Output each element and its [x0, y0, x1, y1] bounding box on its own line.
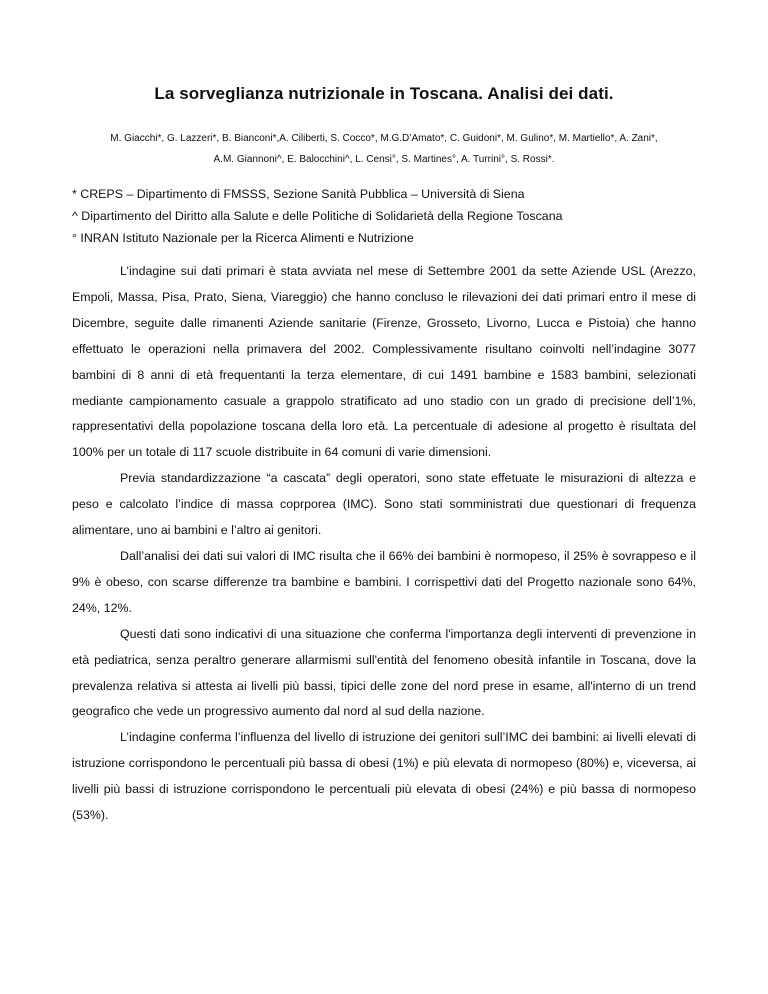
affiliations-block [72, 183, 708, 249]
affiliation: ^ Dipartimento del Diritto alla Salute e delle Politiche di Solidarietà della Regione Toscana [72, 209, 563, 223]
body-text [72, 259, 696, 829]
authors-line: M. Giacchi*, G. Lazzeri*, B. Bianconi*,A. Ciliberti, S. Cocco*, M.G.D’Amato*, C. Guidoni*, M. Gulino*, M. Martiello*, A. Zani*, [110, 133, 658, 144]
paragraph: Questi dati sono indicativi di una situazione che conferma l'importanza degli interventi di prevenzione in età pediatrica, senza peraltro generare allarmismi sull'entità del fenomeno obesità infantile in Toscana, dove la prevalenza relativa si attesta ai livelli più bassi, tipici delle zone del nord prese in esame, all'interno di un trend geografico che vede un progressivo aumento dal nord al sud della nazione. [72, 626, 696, 719]
affiliation: ° INRAN Istituto Nazionale per la Ricerca Alimenti e Nutrizione [72, 231, 414, 245]
document-title: La sorveglianza nutrizionale in Toscana. Analisi dei dati. [154, 84, 614, 103]
authors-block [60, 128, 708, 170]
authors-line: A.M. Giannoni^, E. Balocchini^, L. Censi°, S. Martines°, A. Turrini°, S. Rossi*. [213, 154, 555, 165]
paragraph: Dall’analisi dei dati sui valori di IMC risulta che il 66% dei bambini è normopeso, il 25% è sovrappeso e il 9% è obeso, con scarse differenze tra bambine e bambini. I corrispettivi dati del Progetto nazionale sono 64%, 24%, 12%. [72, 548, 696, 615]
affiliation: * CREPS – Dipartimento di FMSSS, Sezione Sanità Pubblica – Università di Siena [72, 187, 525, 201]
paragraph: Previa standardizzazione “a cascata” degli operatori, sono state effetuate le misurazioni di altezza e peso e calcolato l’indice di massa coprporea (IMC). Sono stati somministrati due questionari di frequenza alimentare, uno ai bambini e l’altro ai genitori. [72, 471, 696, 538]
paragraph: L’indagine conferma l’influenza del livello di istruzione dei genitori sull’IMC dei bambini: ai livelli elevati di istruzione corrispondono le percentuali più bassa di obesi (1%) e più elevata di normopeso (80%) e, viceversa, ai livelli più bassi di istruzione corrispondono le percentuali più elevata di obesi (24%) e più bassa di normopeso (53%). [72, 730, 696, 823]
paragraph: L’indagine sui dati primari è stata avviata nel mese di Settembre 2001 da sette Aziende USL (Arezzo, Empoli, Massa, Pisa, Prato, Siena, Viareggio) che hanno concluso le rilevazioni dei dati primari entro il mese di Dicembre, seguite dalle rimanenti Aziende sanitarie (Firenze, Grosseto, Livorno, Lucca e Pistoia) che hanno effettuato le operazioni nella primavera del 2002. Complessivamente risultano coinvolti nell’indagine 3077 bambini di 8 anni di età frequentanti la terza elementare, di cui 1491 bambine e 1583 bambini, selezionati mediante campionamento casuale a grappolo stratificato ad uno stadio con un grado di precisione dell’1%, rappresentativi della popolazione toscana della loro età. La percentuale di adesione al progetto è risultata del 100% per un totale di 117 scuole distribuite in 64 comuni di varie dimensioni. [72, 264, 696, 460]
